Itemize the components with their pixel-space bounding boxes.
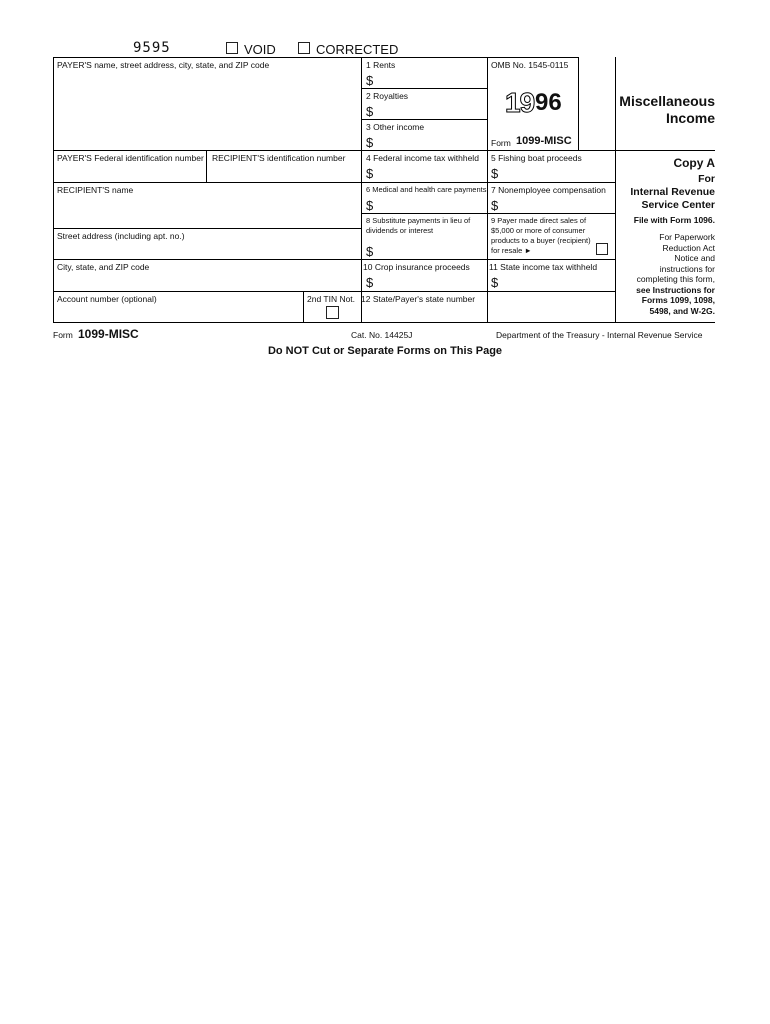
payer-name-label: PAYER'S name, street address, city, state, and ZIP code <box>57 60 270 70</box>
paperwork-line: Reduction Act <box>662 242 715 253</box>
city-state-zip-label: City, state, and ZIP code <box>57 262 150 272</box>
rule <box>361 213 615 214</box>
copy-a: Copy A <box>673 156 715 170</box>
irs-line1: Internal Revenue <box>630 186 715 198</box>
rule <box>53 182 615 183</box>
box12-state-payer-label: 12 State/Payer's state number <box>361 294 476 304</box>
second-tin-checkbox[interactable] <box>326 306 339 319</box>
rule <box>361 88 487 89</box>
divider-tin <box>303 291 304 322</box>
file-with-1096: File with Form 1096. <box>633 215 715 225</box>
box10-crop-label: 10 Crop insurance proceeds <box>363 262 470 272</box>
paperwork-line: see Instructions for <box>636 284 715 295</box>
box7-nonemployee-label: 7 Nonemployee compensation <box>491 185 606 195</box>
box6-medical-label: 6 Medical and health care payments <box>366 185 487 194</box>
divider-ids <box>206 150 207 182</box>
box8-dollar: $ <box>366 244 374 259</box>
footer-form-label: Form <box>53 330 73 340</box>
rule <box>361 119 487 120</box>
paperwork-line: completing this form, <box>636 274 715 284</box>
rule <box>53 259 615 260</box>
void-label: VOID <box>244 42 276 57</box>
box7-dollar: $ <box>491 198 499 213</box>
box4-fed-tax-label: 4 Federal income tax withheld <box>366 153 479 163</box>
department-text: Department of the Treasury - Internal Revenue Service <box>496 330 703 340</box>
street-address-label: Street address (including apt. no.) <box>57 231 185 241</box>
cat-number: Cat. No. 14425J <box>351 330 413 340</box>
paperwork-notice <box>593 232 715 316</box>
paperwork-line: For Paperwork <box>659 232 715 242</box>
rule <box>53 150 715 151</box>
box4-dollar: $ <box>366 166 374 181</box>
year-prefix: 19 <box>505 87 535 118</box>
footer-form-name: 1099-MISC <box>78 327 139 341</box>
paperwork-line: 5498, and W-2G. <box>649 305 715 316</box>
box2-royalties-label: 2 Royalties <box>366 91 409 101</box>
box9-direct-sales-label: 9 Payer made direct sales of $5,000 or more of consumer products to a buyer (recipient) for resale ► <box>491 216 591 255</box>
copy-for: For <box>698 173 715 185</box>
void-checkbox[interactable] <box>226 42 238 54</box>
recipient-id-label: RECIPIENT'S identification number <box>212 153 346 163</box>
recipient-name-label: RECIPIENT'S name <box>57 185 134 195</box>
irs-line2: Service Center <box>641 199 715 211</box>
paperwork-line: Notice and <box>674 253 715 263</box>
second-tin-label: 2nd TIN Not. <box>307 294 356 304</box>
box3-dollar: $ <box>366 135 374 150</box>
box8-substitute-label: 8 Substitute payments in lieu of dividends or interest <box>366 216 471 235</box>
box2-dollar: $ <box>366 104 374 119</box>
box3-other-income-label: 3 Other income <box>366 122 425 132</box>
account-number-label: Account number (optional) <box>57 294 157 304</box>
rule <box>53 291 615 292</box>
title-line2: Income <box>665 110 715 126</box>
divider-col2 <box>487 57 488 323</box>
year-suffix: 96 <box>535 89 562 116</box>
box10-dollar: $ <box>366 275 374 290</box>
payer-fed-id-label: PAYER'S Federal identification number <box>57 153 204 163</box>
corrected-label: CORRECTED <box>316 42 399 57</box>
border-top <box>53 57 579 58</box>
omb-number: OMB No. 1545-0115 <box>491 60 569 70</box>
box1-dollar: $ <box>366 73 374 88</box>
do-not-cut-notice: Do NOT Cut or Separate Forms on This Page <box>267 345 503 357</box>
form-name-top: 1099-MISC <box>516 135 572 147</box>
box6-dollar: $ <box>366 198 374 213</box>
divider-col1 <box>361 57 362 323</box>
box11-dollar: $ <box>491 275 499 290</box>
corrected-checkbox[interactable] <box>298 42 310 54</box>
box5-fishing-label: 5 Fishing boat proceeds <box>491 153 582 163</box>
form-label-top: Form <box>491 138 511 148</box>
box5-dollar: $ <box>491 166 499 181</box>
paperwork-line: Forms 1099, 1098, <box>641 295 715 305</box>
paperwork-line: instructions for <box>659 263 715 274</box>
title-line1: Miscellaneous <box>619 93 715 109</box>
divider-omb <box>578 57 579 150</box>
box11-state-tax-label: 11 State income tax withheld <box>489 262 598 272</box>
form-1099-misc <box>53 57 715 323</box>
form-code: 9595 <box>133 40 171 56</box>
border-left <box>53 57 54 323</box>
rule <box>53 228 361 229</box>
box1-rents-label: 1 Rents <box>366 60 396 70</box>
